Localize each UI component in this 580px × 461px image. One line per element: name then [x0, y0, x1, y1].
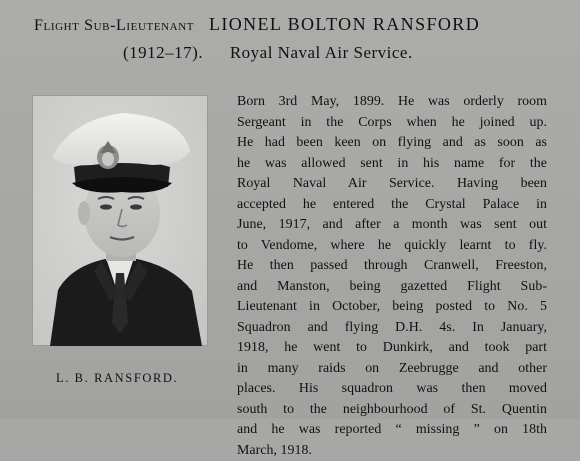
service-years: (1912–17).	[123, 43, 203, 62]
rank: Flight Sub-Lieutenant	[34, 17, 194, 34]
bio-line: south to the neighbourhood of St. Quentin	[237, 400, 547, 421]
bio-line: in many raids on Zeebrugge and other	[237, 359, 547, 380]
bio-line: accepted he entered the Crystal Palace in	[237, 195, 547, 216]
service-branch: Royal Naval Air Service.	[230, 43, 413, 62]
bio-line: places. His squadron was then moved	[237, 379, 547, 400]
portrait-photo	[32, 95, 208, 346]
bio-line: Lieutenant in October, being posted to No. 5	[237, 297, 547, 318]
bio-line: He then passed through Cranwell, Freeston,	[237, 256, 547, 277]
bio-line: June, 1917, and after a month was sent out	[237, 215, 547, 236]
bio-line: to Vendome, where he quickly learnt to fly.	[237, 236, 547, 257]
bio-line: He had been keen on flying and as soon as	[237, 133, 547, 154]
biography-text	[237, 92, 547, 461]
heading-name-line	[34, 14, 554, 35]
bio-line: Born 3rd May, 1899. He was orderly room	[237, 92, 547, 113]
bio-line: and he was reported “ missing ” on 18th	[237, 420, 547, 441]
portrait-illustration	[32, 95, 208, 346]
bio-line: Squadron and flying D.H. 4s. In January,	[237, 318, 547, 339]
heading-service-line	[123, 43, 413, 63]
photo-caption: L. B. RANSFORD.	[56, 371, 178, 386]
bio-line: and Manston, being gazetted Flight Sub-	[237, 277, 547, 298]
bio-line: 1918, he went to Dunkirk, and took part	[237, 338, 547, 359]
full-name: LIONEL BOLTON RANSFORD	[209, 14, 480, 34]
bio-line: he was allowed sent in his name for the	[237, 154, 547, 175]
bio-line: Royal Naval Air Service. Having been	[237, 174, 547, 195]
bio-line: Sergeant in the Corps when he joined up.	[237, 113, 547, 134]
bio-line: March, 1918.	[237, 441, 547, 461]
